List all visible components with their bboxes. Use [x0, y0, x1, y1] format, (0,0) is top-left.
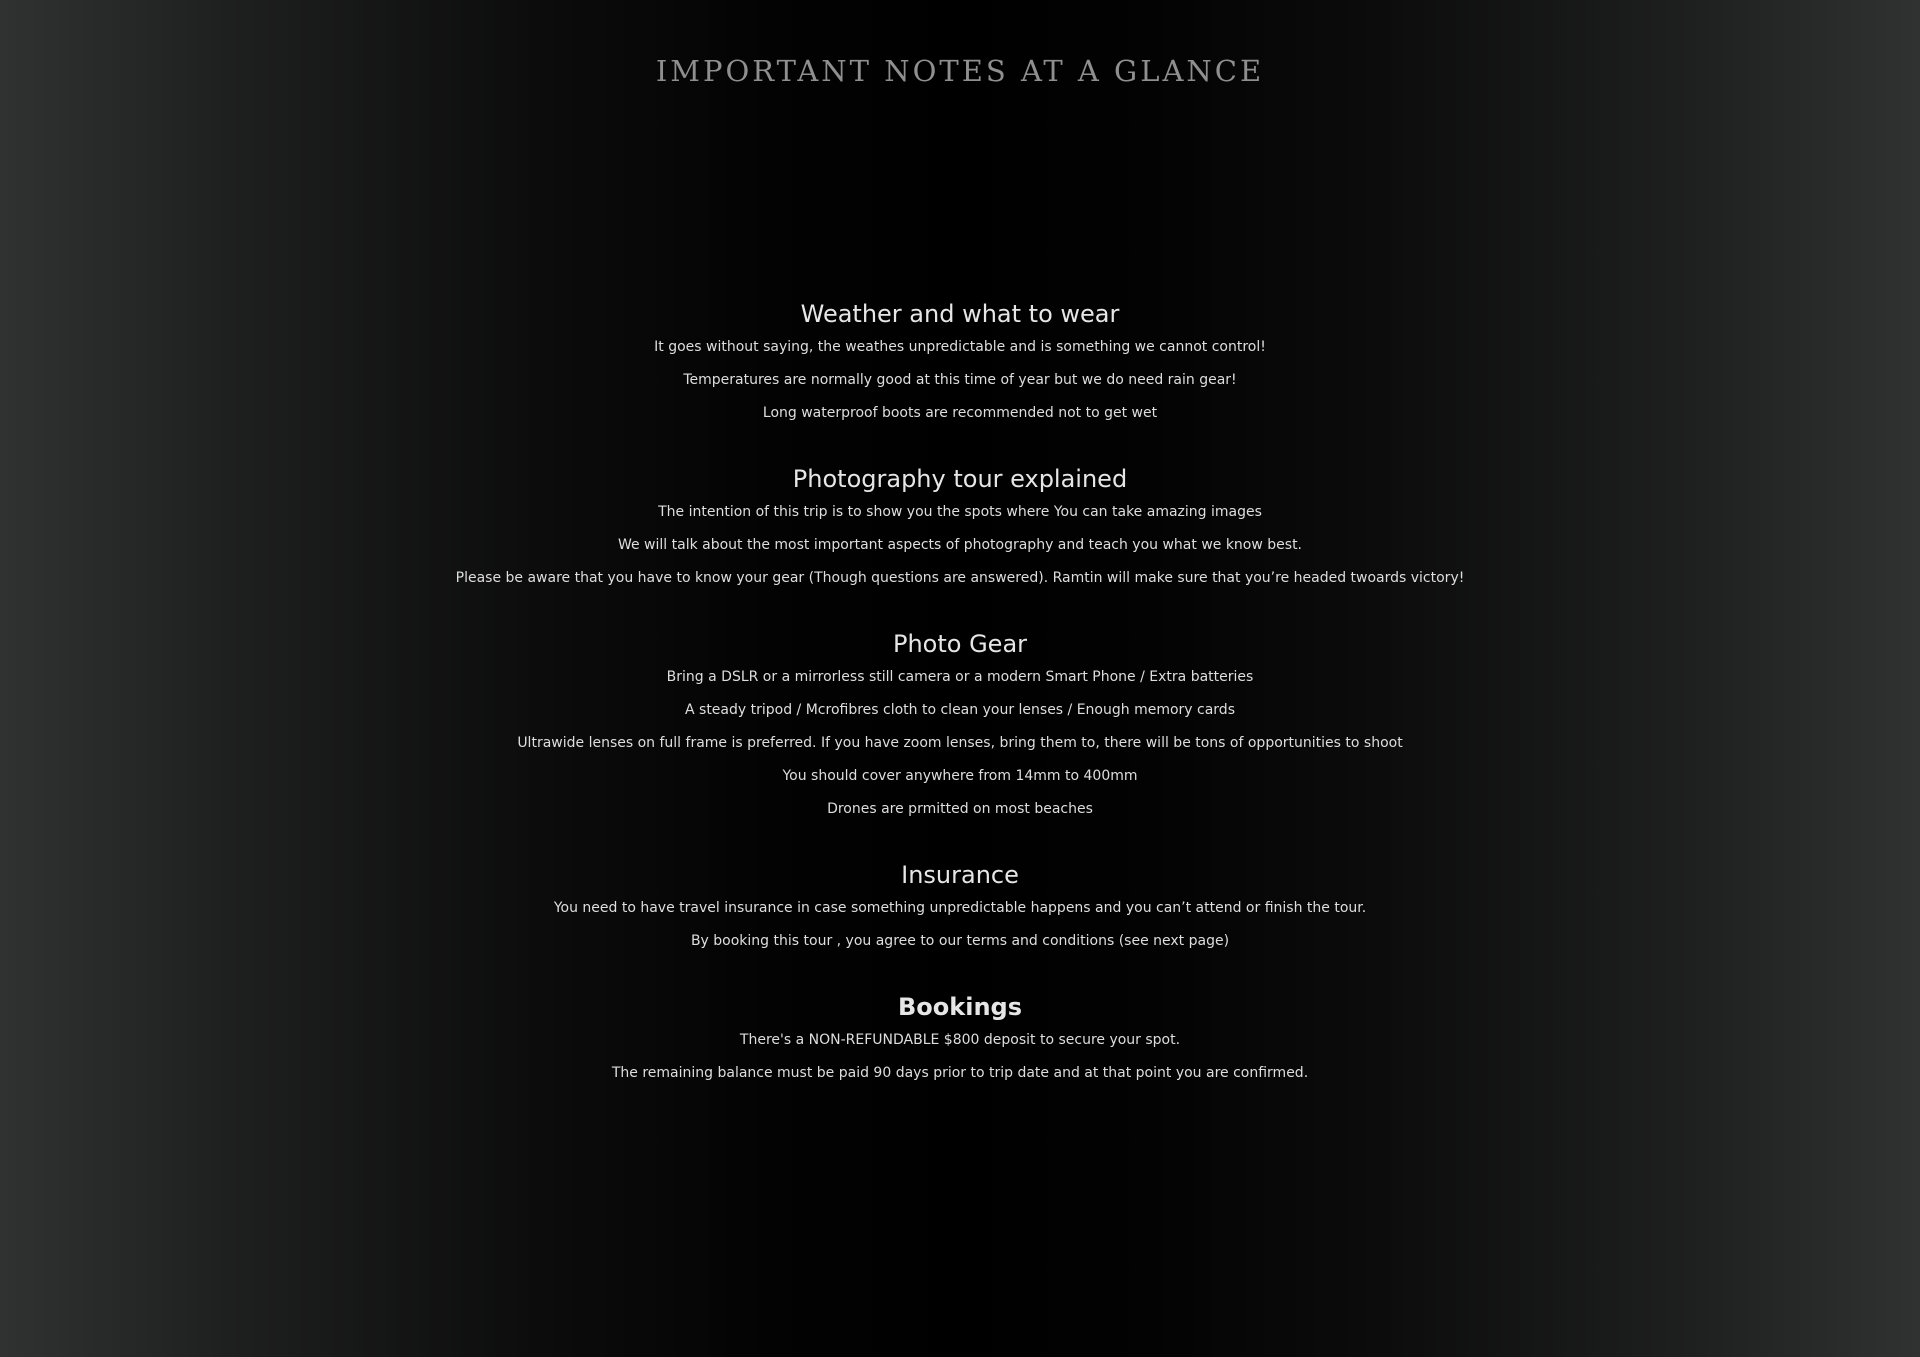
gear-line-3: Ultrawide lenses on full frame is preferred. If you have zoom lenses, bring them to, there will be tons of opportunities to shoot [517, 735, 1403, 751]
section-heading-photo-gear: Photo Gear [892, 630, 1028, 658]
bookings-line-1: There's a NON-REFUNDABLE $800 deposit to secure your spot. [739, 1032, 1181, 1048]
gear-line-4: You should cover anywhere from 14mm to 400mm [782, 768, 1138, 784]
tour-line-2: We will talk about the most important aspects of photography and teach you what we know best. [617, 537, 1303, 553]
notes-body [0, 298, 1920, 1123]
section-tour [0, 463, 1920, 595]
gear-line-1: Bring a DSLR or a mirrorless still camera or a modern Smart Phone / Extra batteries [666, 669, 1254, 685]
tour-line-1: The intention of this trip is to show you the spots where You can take amazing images [658, 504, 1262, 520]
weather-line-3: Long waterproof boots are recommended not to get wet [762, 405, 1158, 421]
gear-line-2: A steady tripod / Mcrofibres cloth to clean your lenses / Enough memory cards [685, 702, 1235, 718]
section-photo-gear [0, 628, 1920, 826]
section-heading-tour: Photography tour explained [792, 465, 1128, 493]
section-heading-weather: Weather and what to wear [800, 300, 1120, 328]
insurance-line-2: By booking this tour , you agree to our terms and conditions (see next page) [690, 933, 1230, 949]
section-heading-bookings: Bookings [897, 993, 1022, 1021]
section-insurance [0, 859, 1920, 958]
weather-line-1: It goes without saying, the weathes unpredictable and is something we cannot control! [654, 339, 1266, 355]
page-title: IMPORTANT NOTES AT A GLANCE [655, 54, 1265, 88]
insurance-line-1: You need to have travel insurance in case something unpredictable happens and you can’t attend or finish the tour. [553, 900, 1367, 916]
gear-line-5: Drones are prmitted on most beaches [827, 801, 1093, 817]
weather-line-2: Temperatures are normally good at this time of year but we do need rain gear! [683, 372, 1237, 388]
bookings-line-2: The remaining balance must be paid 90 days prior to trip date and at that point you are confirmed. [611, 1065, 1309, 1081]
section-weather [0, 298, 1920, 430]
section-bookings [0, 991, 1920, 1090]
section-heading-insurance: Insurance [901, 861, 1019, 889]
tour-line-3: Please be aware that you have to know your gear (Though questions are answered). Ramtin will make sure that you’re headed twoards victory! [455, 570, 1465, 586]
